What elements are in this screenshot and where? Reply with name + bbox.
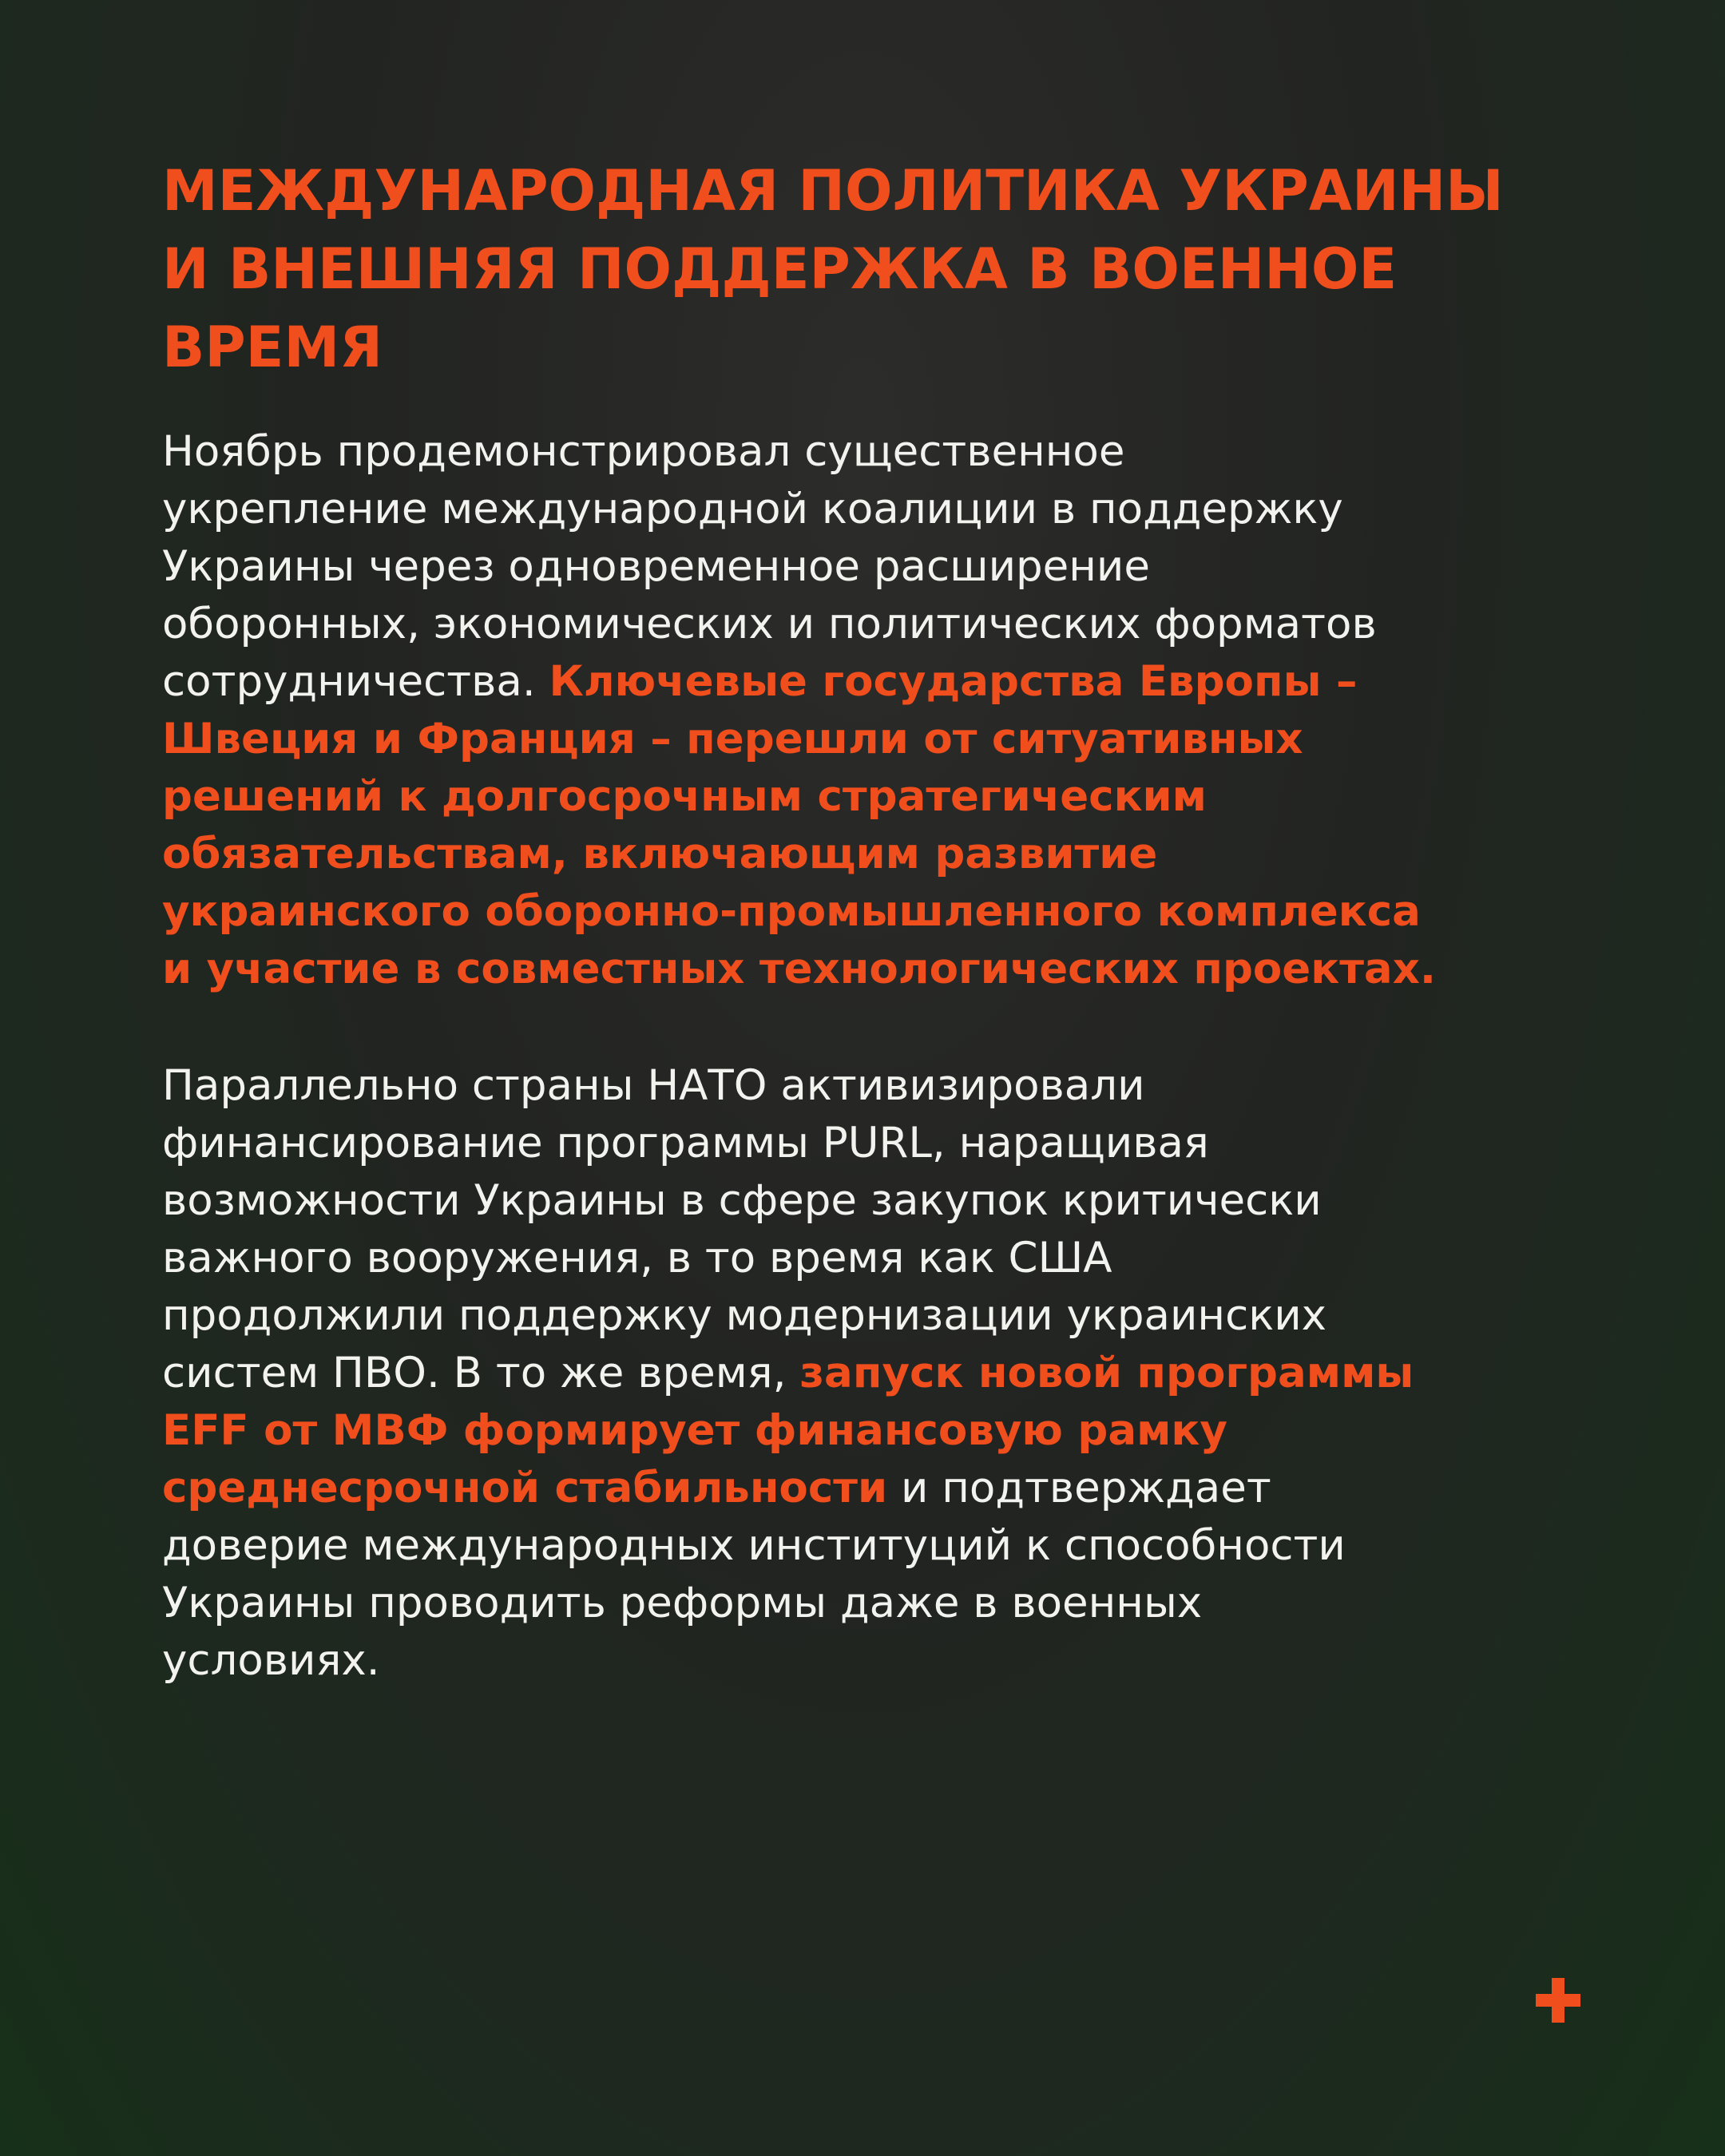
text-line: Украины через одновременное расширение <box>162 542 1150 591</box>
highlighted-text: среднесрочной стабильности <box>162 1464 888 1512</box>
text-line: доверие международных институций к способности <box>162 1521 1346 1570</box>
paragraph-nato-imf <box>162 1057 1600 1690</box>
text-segment: сотрудничества. <box>162 657 549 706</box>
title-line: МЕЖДУНАРОДНАЯ ПОЛИТИКА УКРАИНЫ <box>162 158 1504 224</box>
highlighted-line: украинского оборонно-промышленного комплекса <box>162 887 1421 936</box>
highlighted-text: Ключевые государства Европы – <box>549 657 1358 706</box>
text-line: возможности Украины в сфере закупок критически <box>162 1176 1322 1225</box>
paragraph-coalition <box>162 423 1600 998</box>
text-line: оборонных, экономических и политических форматов <box>162 600 1377 648</box>
text-line: важного вооружения, в то время как США <box>162 1234 1112 1282</box>
text-line: финансирование программы PURL, наращивая <box>162 1119 1209 1167</box>
text-line: укрепление международной коалиции в поддержку <box>162 485 1343 533</box>
text-segment: систем ПВО. В то же время, <box>162 1349 800 1397</box>
text-line: Украины проводить реформы даже в военных <box>162 1579 1203 1627</box>
highlighted-line: EFF от МВФ формирует финансовую рамку <box>162 1406 1227 1455</box>
title-line: И ВНЕШНЯЯ ПОДДЕРЖКА В ВОЕННОЕ <box>162 236 1398 302</box>
title-line: ВРЕМЯ <box>162 315 383 380</box>
text-line <box>162 653 1600 711</box>
page-title <box>162 152 1679 386</box>
text-line: условиях. <box>162 1636 380 1685</box>
highlighted-text: запуск новой программы <box>799 1349 1414 1397</box>
plus-icon <box>1536 1978 1580 2023</box>
highlighted-line: решений к долгосрочным стратегическим <box>162 772 1207 821</box>
highlighted-line: Швеция и Франция – перешли от ситуативных <box>162 715 1303 763</box>
highlighted-line: и участие в совместных технологических проектах. <box>162 945 1437 993</box>
text-line: Параллельно страны НАТО активизировали <box>162 1061 1145 1110</box>
text-segment: и подтверждает <box>887 1464 1271 1512</box>
text-line: Ноябрь продемонстрировал существенное <box>162 427 1125 476</box>
text-line <box>162 1345 1600 1402</box>
highlighted-line: обязательствам, включающим развитие <box>162 830 1158 878</box>
text-line: продолжили поддержку модернизации украинских <box>162 1291 1327 1340</box>
text-line <box>162 1460 1600 1517</box>
